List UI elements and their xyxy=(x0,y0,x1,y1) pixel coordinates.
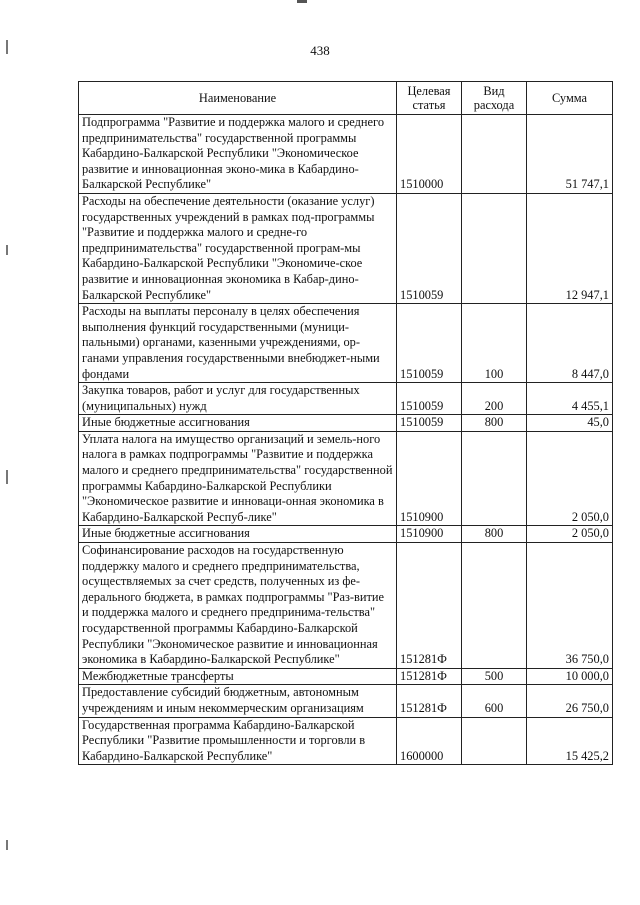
table-row xyxy=(79,304,613,383)
table-row xyxy=(79,717,613,765)
cell-code: 1510000 xyxy=(397,115,462,194)
table-row xyxy=(79,685,613,717)
cell-type xyxy=(462,115,527,194)
cell-name: Иные бюджетные ассигнования xyxy=(79,415,397,432)
cell-type: 800 xyxy=(462,526,527,543)
cell-sum: 12 947,1 xyxy=(527,193,613,303)
cell-code: 1510059 xyxy=(397,383,462,415)
cell-code: 1600000 xyxy=(397,717,462,765)
table-body xyxy=(79,115,613,765)
cell-name: Иные бюджетные ассигнования xyxy=(79,526,397,543)
table-row xyxy=(79,415,613,432)
cell-type: 500 xyxy=(462,668,527,685)
cell-type: 600 xyxy=(462,685,527,717)
cell-sum: 2 050,0 xyxy=(527,431,613,526)
cell-name: Государственная программа Кабардино-Балкарской Республики "Развитие промышленности и торговли в Кабардино-Балкарской Республике" xyxy=(79,717,397,765)
cell-name: Расходы на выплаты персоналу в целях обеспечения выполнения функций государственными (муници-пальными) органами, казенными учреждениями, ор-ганами управления государственными внебюджет-ными фондами xyxy=(79,304,397,383)
cell-code: 151281Ф xyxy=(397,685,462,717)
table-row xyxy=(79,115,613,194)
cell-code: 1510059 xyxy=(397,415,462,432)
page-number: 438 xyxy=(310,43,330,58)
cell-type xyxy=(462,193,527,303)
cell-name: Уплата налога на имущество организаций и земель-ного налога в рамках подпрограммы "Развитие и поддержка малого и среднего предпринимательства" государственной программы Кабардино-Балкарской Республики "Экономическое развитие и инноваци-онная экономика в Кабардино-Балкарской Респуб-лике" xyxy=(79,431,397,526)
cell-code: 151281Ф xyxy=(397,668,462,685)
cell-name: Подпрограмма "Развитие и поддержка малого и среднего предпринимательства" государственной программы Кабардино-Балкарской Республики "Экономическое развитие и инновационная эконо-мика в Кабардино-Балкарской Республике" xyxy=(79,115,397,194)
cell-name: Закупка товаров, работ и услуг для государственных (муниципальных) нужд xyxy=(79,383,397,415)
cell-type: 800 xyxy=(462,415,527,432)
table-header-row xyxy=(79,82,613,115)
cell-code: 1510059 xyxy=(397,193,462,303)
cell-sum: 51 747,1 xyxy=(527,115,613,194)
budget-table xyxy=(78,81,613,765)
header-type: Вид расхода xyxy=(462,82,527,115)
margin-mark xyxy=(6,470,8,484)
cell-sum: 36 750,0 xyxy=(527,543,613,669)
cell-type xyxy=(462,431,527,526)
table-row xyxy=(79,543,613,669)
cell-code: 151281Ф xyxy=(397,543,462,669)
margin-mark xyxy=(6,840,8,850)
cell-sum: 8 447,0 xyxy=(527,304,613,383)
cell-code: 1510900 xyxy=(397,431,462,526)
table-row xyxy=(79,431,613,526)
scan-mark xyxy=(297,0,307,3)
cell-code: 1510900 xyxy=(397,526,462,543)
cell-sum: 4 455,1 xyxy=(527,383,613,415)
cell-code: 1510059 xyxy=(397,304,462,383)
cell-type: 100 xyxy=(462,304,527,383)
table-row xyxy=(79,383,613,415)
header-code: Целевая статья xyxy=(397,82,462,115)
cell-sum: 10 000,0 xyxy=(527,668,613,685)
table-row xyxy=(79,526,613,543)
cell-name: Межбюджетные трансферты xyxy=(79,668,397,685)
cell-name: Предоставление субсидий бюджетным, автономным учреждениям и иным некоммерческим организациям xyxy=(79,685,397,717)
margin-mark xyxy=(6,245,8,255)
cell-name: Софинансирование расходов на государственную поддержку малого и среднего предпринимательства, осуществляемых за счет средств, полученных из фе-дерального бюджета, в рамках подпрограммы "Раз-витие и поддержка малого и среднего предпринима-тельства" государственной программы Кабардино-Балкарской Республики "Экономическое развитие и инновационная экономика в Кабардино-Балкарской Республике" xyxy=(79,543,397,669)
cell-name: Расходы на обеспечение деятельности (оказание услуг) государственных учреждений в рамках под-программы "Развитие и поддержка малого и средне-го предпринимательства" государственной програм-мы Кабардино-Балкарской Республики "Экономиче-ское развитие и инновационная экономика в Кабар-дино-Балкарской Республике" xyxy=(79,193,397,303)
cell-sum: 2 050,0 xyxy=(527,526,613,543)
cell-sum: 45,0 xyxy=(527,415,613,432)
cell-type: 200 xyxy=(462,383,527,415)
cell-type xyxy=(462,717,527,765)
table-row xyxy=(79,668,613,685)
header-sum: Сумма xyxy=(527,82,613,115)
header-name: Наименование xyxy=(79,82,397,115)
table-row xyxy=(79,193,613,303)
cell-sum: 26 750,0 xyxy=(527,685,613,717)
cell-type xyxy=(462,543,527,669)
cell-sum: 15 425,2 xyxy=(527,717,613,765)
